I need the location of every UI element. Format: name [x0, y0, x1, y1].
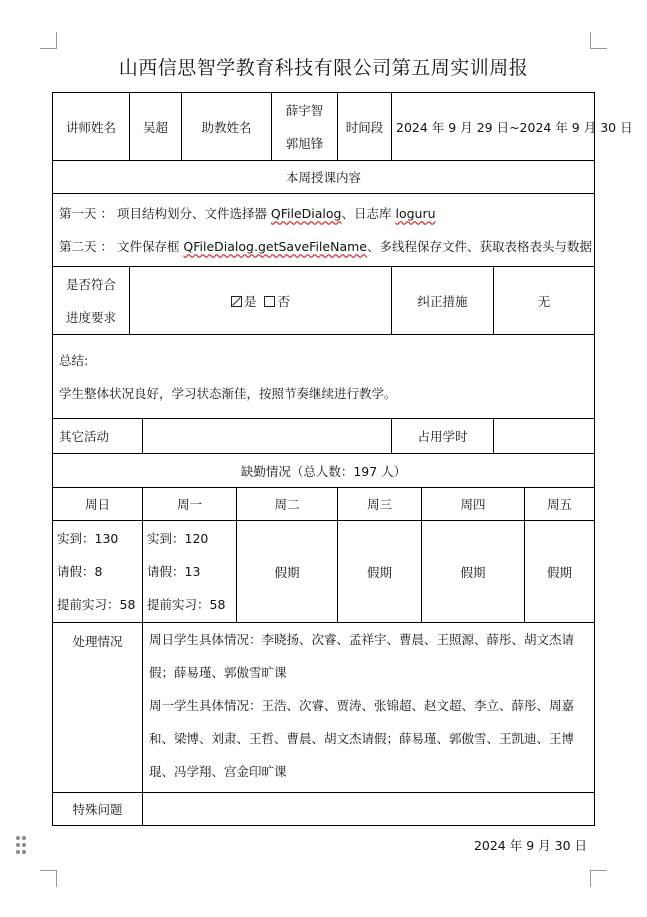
option-no-label: 否: [277, 293, 290, 309]
day-sunday: 周日: [53, 488, 143, 521]
day2-prefix: 第二天 ： 文件保存框: [59, 239, 184, 254]
hours-value[interactable]: [494, 419, 595, 454]
day1-line: [59, 197, 588, 230]
assistant-names[interactable]: [272, 93, 338, 161]
assistant-label: 助教姓名: [182, 93, 272, 161]
weekday-row: [53, 488, 595, 521]
checkbox-yes-checked-icon[interactable]: [231, 296, 242, 307]
crop-mark-top-right: [590, 32, 607, 49]
day1-mid: 、日志库: [341, 206, 396, 221]
option-yes-label: 是: [244, 293, 257, 309]
header-row: [53, 93, 595, 161]
day2-term: QFileDialog.getSaveFileName: [183, 239, 367, 254]
other-label: 其它活动: [53, 419, 143, 454]
summary-row: [53, 335, 595, 419]
assistant-name: 薛宇智: [285, 102, 324, 118]
day1-prefix: 第一天 ： 项目结构划分、文件选择器: [59, 206, 271, 221]
leave-count: 请假：8: [57, 564, 103, 579]
compliance-label-line: 进度要求: [65, 309, 116, 325]
special-value[interactable]: [143, 793, 595, 826]
day-wednesday: 周三: [338, 488, 422, 521]
compliance-label-line: 是否符合: [65, 276, 116, 292]
period-value[interactable]: 2024 年 9 月 29 日~2024 年 9 月 30 日: [392, 93, 595, 161]
day1-term-qfiledialog: QFileDialog: [270, 206, 342, 221]
compliance-label: [53, 267, 130, 335]
friday-holiday[interactable]: 假期: [525, 521, 595, 623]
monday-attendance[interactable]: [143, 521, 237, 623]
crop-mark-bottom-right: [590, 870, 607, 887]
special-row: [53, 793, 595, 826]
teacher-name[interactable]: 吴超: [130, 93, 182, 161]
leave-count: 请假：13: [147, 564, 201, 579]
crop-mark-top-left: [40, 32, 57, 49]
hours-label: 占用学时: [392, 419, 494, 454]
handling-body[interactable]: [143, 623, 595, 793]
intern-count: 提前实习：58: [147, 597, 226, 612]
checkbox-no-icon[interactable]: [264, 296, 275, 307]
other-value[interactable]: [143, 419, 392, 454]
day-friday: 周五: [525, 488, 595, 521]
crop-mark-bottom-left: [40, 870, 57, 887]
tuesday-holiday[interactable]: 假期: [237, 521, 338, 623]
summary-text: 学生整体状况良好，学习状态渐佳，按照节奏继续进行教学。: [59, 385, 397, 401]
present-count: 实到：130: [57, 531, 119, 546]
compliance-options: [130, 267, 392, 335]
thursday-holiday[interactable]: 假期: [422, 521, 525, 623]
weekly-report-table: [52, 92, 633, 826]
content-heading-row: [53, 161, 595, 194]
day2-line: [59, 230, 592, 263]
period-label: 时间段: [338, 93, 392, 161]
day1-term-loguru: loguru: [395, 206, 436, 221]
summary-label: 总结:: [59, 352, 89, 368]
content-heading: 本周授课内容: [53, 161, 595, 194]
attendance-row: [53, 521, 595, 623]
other-row: [53, 419, 595, 454]
handling-label-text: 处理情况: [72, 634, 123, 649]
handling-row: [53, 623, 595, 793]
day-monday: 周一: [143, 488, 237, 521]
assistant-name: 郭旭锋: [285, 135, 324, 151]
compliance-row: [53, 267, 595, 335]
day-tuesday: 周二: [237, 488, 338, 521]
intern-count: 提前实习：58: [57, 597, 136, 612]
sunday-attendance[interactable]: [53, 521, 143, 623]
handling-monday: 周一学生具体情况：王浩、次睿、贾涛、张锦超、赵文超、李立、薛彤、周嘉和、梁博、刘肃、王哲、曹晨、胡文杰请假；薛易瑾、郭傲雪、王凯迪、王博琨、冯学翔、宫金印旷课: [149, 698, 575, 779]
content-row: [53, 194, 595, 267]
content-body[interactable]: [53, 194, 595, 267]
day2-suffix: 、多线程保存文件、获取表格表头与数据: [366, 239, 592, 254]
summary-body[interactable]: [53, 335, 595, 419]
special-label: 特殊问题: [53, 793, 143, 826]
drag-handle-icon[interactable]: [16, 836, 28, 856]
attendance-heading-row: [53, 454, 595, 488]
corrective-label: 纠正措施: [392, 267, 494, 335]
footer-date: 2024 年 9 月 30 日: [473, 838, 587, 853]
day-thursday: 周四: [422, 488, 525, 521]
teacher-label: 讲师姓名: [53, 93, 130, 161]
present-count: 实到：120: [147, 531, 209, 546]
handling-sunday: 周日学生具体情况：李晓扬、次睿、孟祥宇、曹晨、王照源、薛彤、胡文杰请假；薛易瑾、郭傲雪旷课: [149, 632, 575, 680]
attendance-heading: 缺勤情况（总人数：197 人）: [53, 454, 595, 488]
handling-label: [53, 623, 143, 793]
document-title: 山西信思智学教育科技有限公司第五周实训周报: [118, 57, 529, 79]
wednesday-holiday[interactable]: 假期: [338, 521, 422, 623]
corrective-value[interactable]: 无: [494, 267, 595, 335]
